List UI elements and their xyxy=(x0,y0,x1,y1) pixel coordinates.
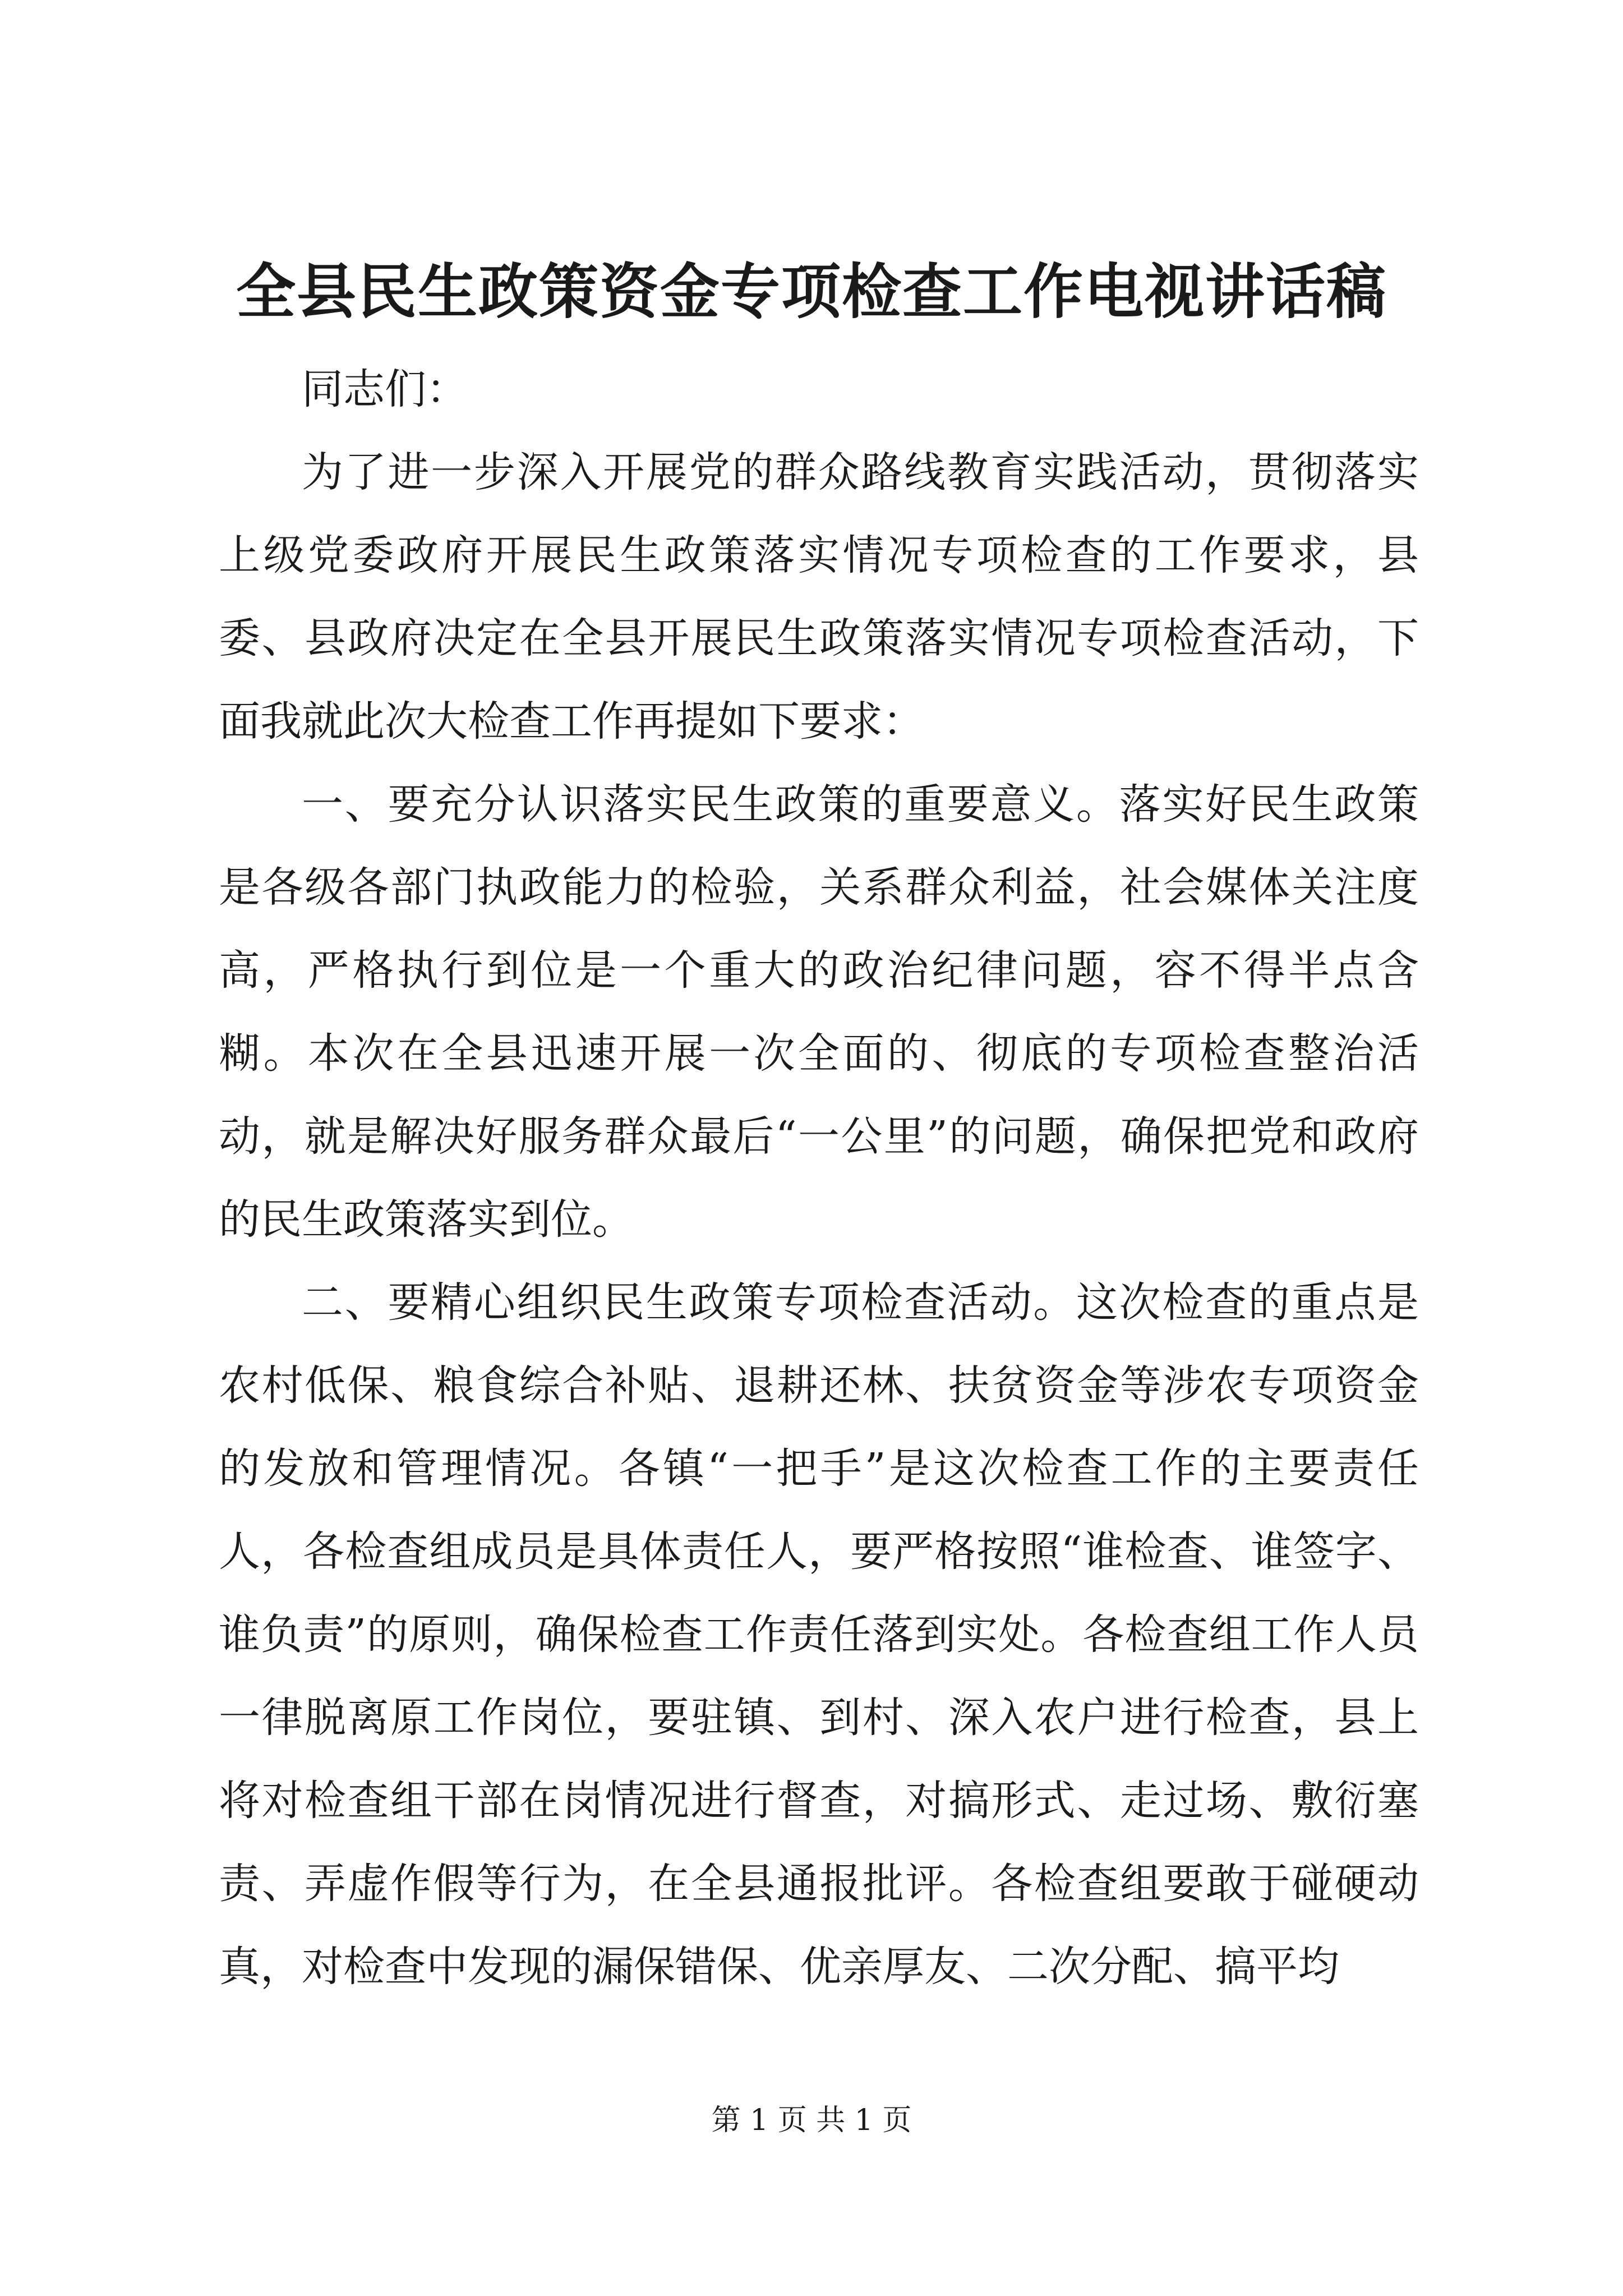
document-body xyxy=(219,348,1419,2008)
paragraph-section-two: 二、要精心组织民生政策专项检查活动。这次检查的重点是农村低保、粮食综合补贴、退耕还林、扶贫资金等涉农专项资金的发放和管理情况。各镇“一把手”是这次检查工作的主要责任人，各检查组成员是具体责任人，要严格按照“谁检查、谁签字、谁负责”的原则，确保检查工作责任落到实处。各检查组工作人员一律脱离原工作岗位，要驻镇、到村、深入农户进行检查，县上将对检查组干部在岗情况进行督查，对搞形式、走过场、敷衍塞责、弄虚作假等行为，在全县通报批评。各检查组要敢于碰硬动真，对检查中发现的漏保错保、优亲厚友、二次分配、搞平均 xyxy=(219,1278,1419,1991)
paragraph-intro: 为了进一步深入开展党的群众路线教育实践活动，贯彻落实上级党委政府开展民生政策落实情况专项检查的工作要求，县委、县政府决定在全县开展民生政策落实情况专项检查活动，下面我就此次大检查工作再提如下要求： xyxy=(219,448,1419,746)
document-title: 全县民生政策资金专项检查工作电视讲话稿 xyxy=(236,256,1387,326)
paragraph-section-one: 一、要充分认识落实民生政策的重要意义。落实好民生政策是各级各部门执政能力的检验，关系群众利益，社会媒体关注度高，严格执行到位是一个重大的政治纪律问题，容不得半点含糊。本次在全县迅速开展一次全面的、彻底的专项检查整治活动，就是解决好服务群众最后“一公里”的问题，确保把党和政府的民生政策落实到位。 xyxy=(219,780,1419,1244)
salutation: 同志们： xyxy=(302,365,468,413)
page-footer: 第 1 页 共 1 页 xyxy=(711,2104,912,2137)
